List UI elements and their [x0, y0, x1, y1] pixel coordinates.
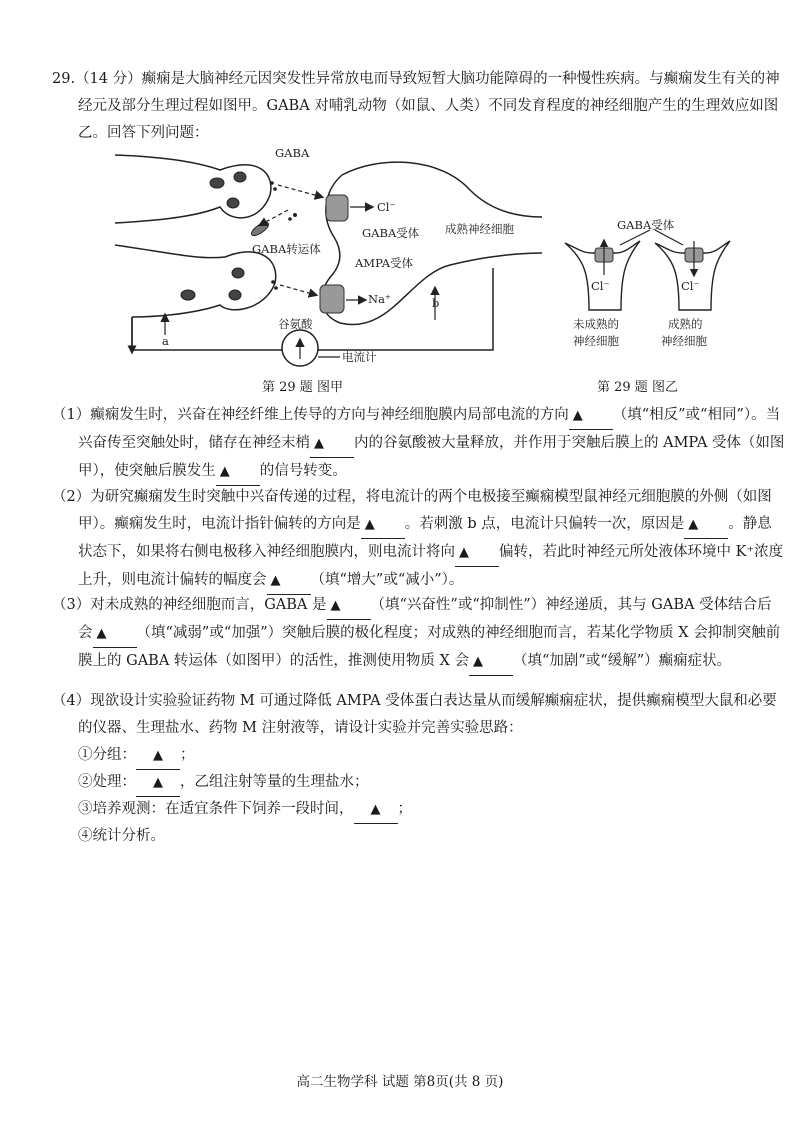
q1-paragraph [52, 402, 786, 486]
answer-blank[interactable] [136, 742, 180, 770]
q4-paragraph [52, 688, 786, 742]
answer-blank[interactable] [354, 796, 398, 824]
q3-paragraph [52, 592, 786, 676]
q4-step-4: ④统计分析。 [78, 828, 165, 844]
answer-blank[interactable] [361, 511, 405, 539]
yi-label-gaba-receptor: GABA受体 [617, 218, 675, 232]
answer-blank[interactable] [310, 430, 354, 458]
answer-blank[interactable] [684, 511, 728, 539]
caption-yi: 第 29 题 图乙 [597, 380, 678, 395]
q2-paragraph [52, 484, 786, 595]
blank-mark: ▲ [370, 802, 381, 817]
blank-mark: ▲ [688, 517, 699, 532]
answer-blank[interactable] [455, 539, 499, 567]
answer-blank[interactable] [216, 458, 260, 486]
yi-label-cl-left: Cl⁻ [591, 279, 610, 293]
yi-label-immature: 未成熟的 [573, 317, 619, 331]
label-glutamate: 谷氨酸 [278, 317, 313, 331]
q2-text-4: 偏转，若此时神经元所处液体环境中 K⁺浓度上升，则电流计偏转的幅度会 [78, 544, 784, 588]
figure-jia [110, 145, 550, 375]
caption-jia: 第 29 题 图甲 [262, 380, 343, 395]
q2-text-5: （填“增大”或“减小”）。 [310, 572, 464, 588]
upper-presynaptic-membrane [115, 155, 271, 223]
answer-blank[interactable] [136, 769, 180, 797]
q1-text-3: 内的谷氨酸被大量释放，并作用于突触后膜上的 AMPA 受体（如图甲），使突触后膜发生 [78, 435, 785, 479]
label-a: a [162, 334, 169, 348]
q1-text-1: （1）癫痫发生时，兴奋在神经纤维上传导的方向与神经细胞膜内局部电流的方向 [52, 407, 569, 423]
blank-mark: ▲ [572, 408, 583, 423]
question-intro [52, 66, 786, 147]
label-cl: Cl⁻ [377, 200, 396, 214]
vesicle [229, 290, 241, 300]
q2-text-2: 。若刺激 b 点，电流计只偏转一次，原因是 [404, 516, 685, 532]
answer-blank[interactable] [267, 567, 311, 595]
yi-label-mature2: 神经细胞 [661, 334, 707, 348]
step3-label: ③培养观测：在适宜条件下饲养一段时间， [78, 801, 354, 817]
yi-label-immature2: 神经细胞 [573, 334, 619, 348]
q3-text-1: （3）对未成熟的神经细胞而言，GABA 是 [52, 597, 327, 613]
blank-mark: ▲ [330, 598, 341, 613]
gaba-receptor-shape [326, 195, 348, 221]
q1-text-2: （填“相反”或“相同”）。当兴奋传至突触处时，储存在神经末梢 [78, 407, 781, 451]
step3-end: ； [397, 801, 412, 817]
question-score: （14 分） [75, 71, 142, 87]
q1-text-4: 的信号转变。 [259, 463, 347, 479]
postsynaptic-upper-edge [342, 162, 542, 217]
step2-end: ，乙组注射等量的生理盐水； [180, 774, 369, 790]
question-number: 29. [52, 71, 76, 87]
question-intro-text: 癫痫是大脑神经元因突发性异常放电而导致短暂大脑功能障碍的一种慢性疾病。与癫痫发生有关的神经元及部分生理过程如图甲。GABA 对哺乳动物（如鼠、人类）不同发育程度的神经细胞产生的生理效应如图乙。回答下列问题： [78, 71, 780, 141]
vesicle [227, 198, 239, 208]
q2-text-3: 。静息状态下，如果将右侧电极移入神经细胞膜内，则电流计将向 [78, 516, 772, 560]
label-mature-neuron: 成熟神经细胞 [445, 222, 514, 236]
label-na: Na⁺ [368, 292, 391, 306]
q3-text-3: （填“减弱”或“加强”）突触后膜的极化程度；对成熟的神经细胞而言，若某化学物质 X 会抑制突触前膜上的 GABA 转运体（如图甲）的活性，推测使用物质 X 会 [78, 625, 781, 669]
label-gaba-receptor: GABA受体 [362, 226, 420, 240]
base-line [132, 317, 282, 350]
blank-mark: ▲ [364, 517, 375, 532]
yi-label-mature: 成熟的 [668, 317, 703, 331]
q4-step-1 [78, 742, 758, 770]
vesicle [210, 178, 224, 188]
q3-text-4: （填“加剧”或“缓解”）癫痫症状。 [512, 653, 732, 669]
gaba-transporter-shape [250, 220, 271, 238]
answer-blank[interactable] [93, 620, 137, 648]
label-b: b [432, 296, 440, 310]
q4-step-3 [78, 796, 758, 824]
vesicle [181, 290, 195, 300]
step1-end: ； [180, 747, 195, 763]
blank-mark: ▲ [314, 436, 324, 451]
vesicle [234, 172, 246, 182]
vesicle [232, 268, 244, 278]
step1-label: ①分组： [78, 747, 136, 763]
label-gaba-transporter: GABA转运体 [252, 242, 321, 256]
blank-mark: ▲ [153, 748, 163, 763]
blank-mark: ▲ [153, 775, 163, 790]
blank-mark: ▲ [219, 464, 230, 479]
blank-mark: ▲ [472, 654, 483, 669]
label-ampa-receptor: AMPA受体 [355, 256, 414, 270]
blank-mark: ▲ [96, 626, 107, 641]
q3-text-2: （填“兴奋性”或“抑制性”）神经递质，其与 GABA 受体结合后会 [78, 597, 772, 641]
yi-label-cl-right: Cl⁻ [681, 279, 700, 293]
answer-blank[interactable] [569, 402, 613, 430]
page-footer: 高二生物学科 试题 第8页(共 8 页) [296, 1074, 504, 1090]
blank-mark: ▲ [270, 573, 281, 588]
step2-label: ②处理： [78, 774, 136, 790]
q4-text-1: （4）现欲设计实验验证药物 M 可通过降低 AMPA 受体蛋白表达量从而缓解癫痫症状，提供癫痫模型大鼠和必要的仪器、生理盐水、药物 M 注射液等，请设计实验并完善实验思路： [52, 693, 777, 736]
figure-yi [555, 215, 745, 355]
answer-blank[interactable] [327, 592, 371, 620]
answer-blank[interactable] [469, 648, 513, 676]
q4-step-2 [78, 769, 758, 797]
q2-text-1: （2）为研究癫痫发生时突触中兴奋传递的过程，将电流计的两个电极接至癫痫模型鼠神经元细胞膜的外侧（如图甲）。癫痫发生时，电流计指针偏转的方向是 [52, 489, 772, 532]
blank-mark: ▲ [459, 545, 469, 560]
ampa-receptor-shape [320, 285, 344, 313]
label-gaba: GABA [275, 146, 310, 160]
label-ammeter: 电流计 [342, 350, 377, 364]
